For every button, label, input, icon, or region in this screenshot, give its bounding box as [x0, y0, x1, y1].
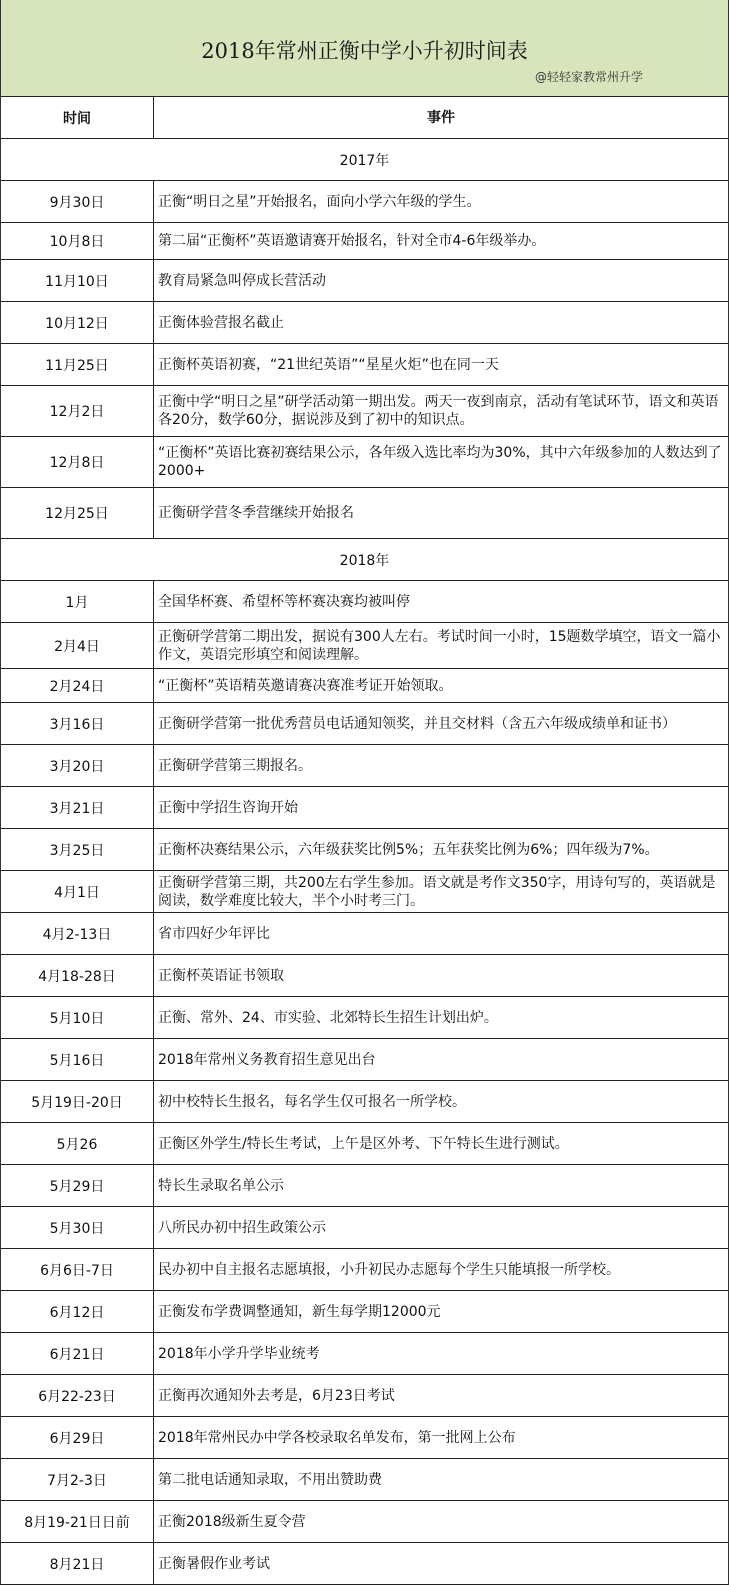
table-row [1, 181, 728, 223]
time-cell: 4月1日 [1, 871, 154, 912]
table-row [1, 1375, 728, 1417]
time-cell: 2月4日 [1, 623, 154, 668]
time-cell: 12月8日 [1, 437, 154, 487]
table-row [1, 386, 728, 437]
table-body [1, 139, 728, 1585]
time-cell: 10月12日 [1, 302, 154, 343]
event-cell: 2018年小学升学毕业统考 [158, 1345, 320, 1362]
table-row [1, 581, 728, 623]
table-row [1, 1417, 728, 1459]
table-row [1, 1501, 728, 1543]
page-title: 2018年常州正衡中学小升初时间表 [201, 39, 528, 63]
event-cell: 正衡再次通知外去考是，6月23日考试 [158, 1387, 395, 1404]
event-cell: 正衡“明日之星”开始报名，面向小学六年级的学生。 [158, 193, 481, 210]
table-row [1, 1165, 728, 1207]
table-row [1, 344, 728, 386]
event-cell: 正衡、常外、24、市实验、北郊特长生招生计划出炉。 [158, 1009, 498, 1026]
event-cell: “正衡杯”英语比赛初赛结果公示，各年级入选比率均为30%，其中六年级参加的人数达到了2000+ [158, 445, 722, 479]
table-row [1, 829, 728, 871]
event-cell: 正衡体验营报名截止 [158, 314, 284, 331]
event-cell: 民办初中自主报名志愿填报，小升初民办志愿每个学生只能填报一所学校。 [158, 1261, 620, 1278]
event-cell: 正衡研学营第二期出发，据说有300人左右。考试时间一小时，15题数学填空，语文一篇小作文，英语完形填空和阅读理解。 [158, 628, 721, 663]
table-row [1, 955, 728, 997]
time-cell: 5月26 [1, 1123, 154, 1164]
time-cell: 1月 [1, 581, 154, 622]
time-cell: 5月29日 [1, 1165, 154, 1206]
event-cell: 正衡研学营冬季营继续开始报名 [158, 505, 354, 521]
time-cell: 2月24日 [1, 669, 154, 702]
table-row [1, 1081, 728, 1123]
event-cell: 正衡发布学费调整通知，新生每学期12000元 [158, 1303, 441, 1320]
table-row [1, 223, 728, 260]
table-row [1, 871, 728, 913]
table-row [1, 437, 728, 488]
table-header [1, 97, 728, 139]
event-cell: 第二届“正衡杯”英语邀请赛开始报名，针对全市4-6年级举办。 [158, 233, 546, 249]
time-cell: 6月12日 [1, 1291, 154, 1332]
time-cell: 11月25日 [1, 344, 154, 385]
time-cell: 6月21日 [1, 1333, 154, 1374]
table-row [1, 260, 728, 302]
event-cell: 正衡区外学生/特长生考试，上午是区外考、下午特长生进行测试。 [158, 1135, 569, 1152]
event-cell: 正衡研学营第一批优秀营员电话通知领奖，并且交材料（含五六年级成绩单和证书） [158, 715, 676, 732]
event-cell: 正衡杯英语证书领取 [158, 967, 284, 984]
event-cell: 正衡研学营第三期，共200左右学生参加。语文就是考作文350字，用诗句写的，英语就是阅读，数学难度比较大，半个小时考三门。 [158, 874, 716, 909]
event-cell: 八所民办初中招生政策公示 [158, 1219, 326, 1236]
event-cell: 正衡2018级新生夏令营 [158, 1513, 306, 1530]
table-row [1, 302, 728, 344]
time-cell: 11月10日 [1, 260, 154, 301]
event-cell: 正衡杯英语初赛，“21世纪英语”“星星火炬”也在同一天 [158, 356, 499, 373]
table-row [1, 1039, 728, 1081]
table-row [1, 787, 728, 829]
table-row [1, 1123, 728, 1165]
time-cell: 3月21日 [1, 787, 154, 828]
time-cell: 12月2日 [1, 386, 154, 436]
year-row: 2017年 [1, 139, 728, 181]
table-row [1, 913, 728, 955]
event-cell: 初中校特长生报名，每名学生仅可报名一所学校。 [158, 1093, 466, 1110]
table-row [1, 1543, 728, 1585]
time-cell: 6月29日 [1, 1417, 154, 1458]
event-cell: 教育局紧急叫停成长营活动 [158, 272, 326, 289]
header-event: 事件 [427, 109, 455, 126]
event-cell: “正衡杯”英语精英邀请赛决赛准考证开始领取。 [158, 677, 453, 694]
year-row: 2018年 [1, 539, 728, 581]
title-banner [1, 0, 728, 97]
table-row [1, 745, 728, 787]
event-cell: 特长生录取名单公示 [158, 1177, 284, 1194]
table-row [1, 703, 728, 745]
table-row [1, 623, 728, 669]
table-row [1, 1249, 728, 1291]
time-cell: 6月6日-7日 [1, 1249, 154, 1290]
event-cell: 正衡研学营第三期报名。 [158, 757, 312, 774]
time-cell: 6月22-23日 [1, 1375, 154, 1416]
time-cell: 4月18-28日 [1, 955, 154, 996]
time-cell: 12月25日 [1, 488, 154, 538]
event-cell: 正衡杯决赛结果公示，六年级获奖比例5%；五年获奖比例为6%；四年级为7%。 [158, 841, 659, 858]
time-cell: 5月19日-20日 [1, 1081, 154, 1122]
header-time: 时间 [1, 97, 154, 138]
time-cell: 7月2-3日 [1, 1459, 154, 1500]
time-cell: 8月21日 [1, 1543, 154, 1584]
time-cell: 3月25日 [1, 829, 154, 870]
event-cell: 全国华杯赛、希望杯等杯赛决赛均被叫停 [158, 593, 410, 610]
table-row [1, 488, 728, 539]
time-cell: 9月30日 [1, 181, 154, 222]
time-cell: 5月30日 [1, 1207, 154, 1248]
event-cell: 正衡暑假作业考试 [158, 1555, 270, 1572]
event-cell: 正衡中学“明日之星”研学活动第一期出发。两天一夜到南京，活动有笔试环节，语文和英语各20分，数学60分，据说涉及到了初中的知识点。 [158, 394, 719, 428]
time-cell: 8月19-21日日前 [1, 1501, 154, 1542]
event-cell: 2018年常州民办中学各校录取名单发布，第一批网上公布 [158, 1429, 516, 1446]
time-cell: 4月2-13日 [1, 913, 154, 954]
table-row [1, 997, 728, 1039]
time-cell: 3月16日 [1, 703, 154, 744]
table-row [1, 1207, 728, 1249]
time-cell: 10月8日 [1, 223, 154, 259]
event-cell: 省市四好少年评比 [158, 925, 270, 942]
table-row [1, 669, 728, 703]
table-row [1, 1333, 728, 1375]
table-row [1, 1459, 728, 1501]
event-cell: 2018年常州义务教育招生意见出台 [158, 1051, 376, 1068]
time-cell: 3月20日 [1, 745, 154, 786]
table-row [1, 1291, 728, 1333]
credit-text: @轻轻家教常州升学 [535, 70, 644, 84]
event-cell: 第二批电话通知录取，不用出赞助费 [158, 1471, 382, 1488]
time-cell: 5月16日 [1, 1039, 154, 1080]
time-cell: 5月10日 [1, 997, 154, 1038]
event-cell: 正衡中学招生咨询开始 [158, 799, 298, 816]
